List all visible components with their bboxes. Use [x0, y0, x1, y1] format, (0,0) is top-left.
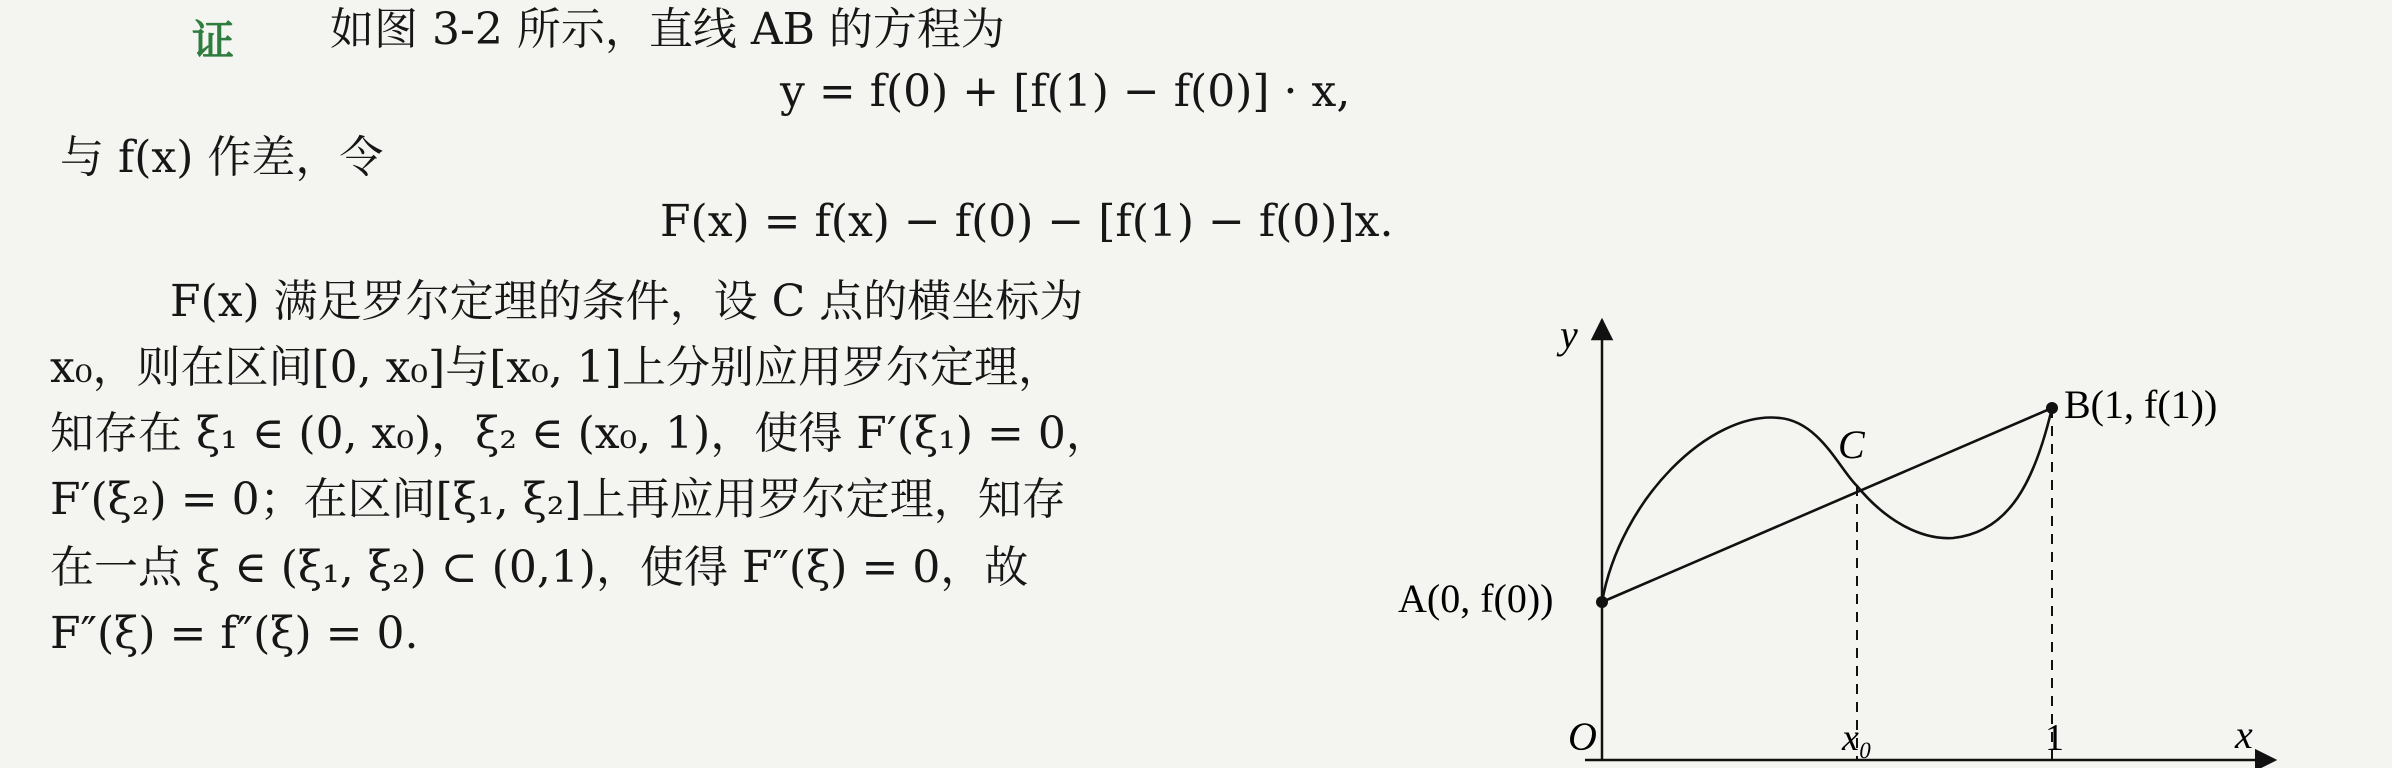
- origin-label: O: [1568, 714, 1597, 759]
- point-B: [2046, 402, 2058, 414]
- one-tick-label: 1: [2045, 717, 2064, 759]
- x-axis-label: x: [2235, 712, 2253, 757]
- diff-text: 与 f(x) 作差，令: [60, 132, 384, 183]
- body-line-4: F′(ξ₂) = 0；在区间[ξ₁, ξ₂]上再应用罗尔定理，知存: [50, 474, 1066, 525]
- body-line-1: F(x) 满足罗尔定理的条件，设 C 点的横坐标为: [170, 276, 1084, 327]
- x0-tick-label: x₀: [1842, 717, 1873, 759]
- line-equation: y = f(0) + [f(1) − f(0)] · x,: [780, 66, 1351, 117]
- point-A: [1596, 596, 1608, 608]
- F-definition: F(x) = f(x) − f(0) − [f(1) − f(0)]x.: [660, 196, 1394, 247]
- body-line-3: 知存在 ξ₁ ∈ (0, x₀)，ξ₂ ∈ (x₀, 1)，使得 F′(ξ₁) = 0，: [50, 408, 1110, 459]
- point-A-label: A(0, f(0)): [1398, 576, 1554, 621]
- body-line-5: 在一点 ξ ∈ (ξ₁, ξ₂) ⊂ (0,1)，使得 F″(ξ) = 0，故: [50, 542, 1029, 593]
- y-axis-label: y: [1560, 312, 1578, 357]
- intro-text: 如图 3-2 所示，直线 AB 的方程为: [330, 4, 1005, 55]
- proof-label: 证: [192, 16, 235, 65]
- point-B-label: B(1, f(1)): [2064, 382, 2218, 427]
- body-line-6: F″(ξ) = f″(ξ) = 0.: [50, 608, 419, 659]
- body-line-2: x₀，则在区间[0, x₀]与[x₀, 1]上分别应用罗尔定理，: [50, 342, 1062, 393]
- chord-AB: [1602, 408, 2052, 602]
- rolle-figure: [1380, 300, 2280, 768]
- point-C-label: C: [1838, 422, 1865, 467]
